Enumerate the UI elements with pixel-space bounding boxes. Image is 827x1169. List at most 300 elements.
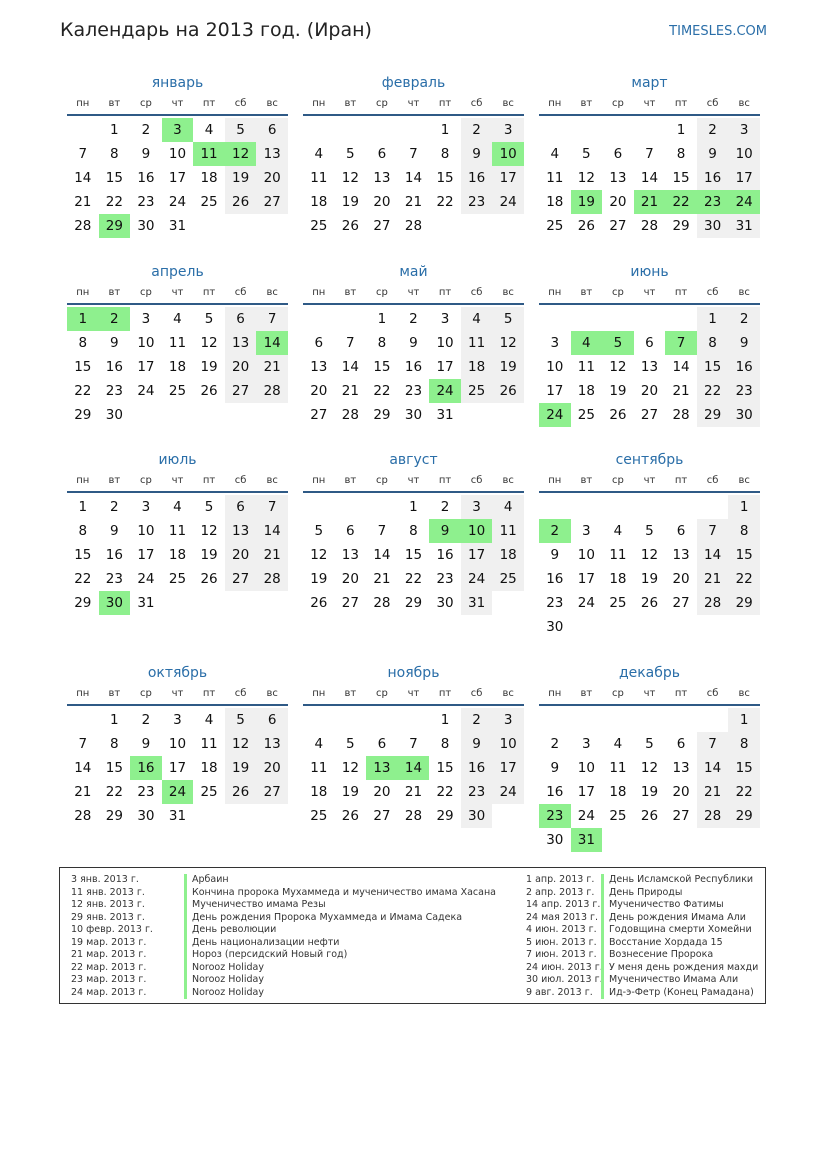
day-cell: 28 — [74, 218, 92, 234]
holiday-date: 3 янв. 2013 г. — [71, 874, 139, 885]
weekday-label: вт — [108, 475, 121, 486]
day-cell: 28 — [404, 218, 423, 234]
day-cell: 17 — [577, 784, 595, 800]
weekday-label: пн — [548, 688, 562, 699]
day-cell: 20 — [672, 784, 690, 800]
day-cell: 15 — [105, 170, 123, 186]
day-cell: 7 — [346, 335, 355, 351]
weekday-header — [539, 283, 760, 305]
day-cell: 2 — [409, 311, 418, 327]
weekday-header — [67, 283, 288, 305]
weekday-label: вс — [502, 688, 514, 699]
empty-cell — [634, 708, 666, 732]
empty-cell — [67, 118, 99, 142]
day-cell: 12 — [341, 170, 359, 186]
holiday-day-cell: 19 — [571, 190, 603, 214]
day-cell: 17 — [492, 166, 524, 190]
empty-cell — [366, 495, 398, 519]
day-cell: 21 — [404, 194, 423, 210]
day-cell: 25 — [310, 808, 328, 824]
day-cell: 24 — [137, 571, 155, 587]
day-cell: 23 — [404, 383, 423, 399]
weekday-label: ср — [611, 98, 624, 109]
empty-cell — [571, 307, 603, 331]
day-cell: 26 — [341, 218, 359, 234]
day-cell: 14 — [672, 359, 690, 375]
holiday-day-cell: 23 — [697, 190, 729, 214]
holiday-row — [526, 962, 758, 975]
holiday-row — [526, 987, 758, 1000]
day-cell: 16 — [105, 359, 123, 375]
holiday-day-cell: 10 — [492, 142, 524, 166]
day-cell: 12 — [200, 335, 218, 351]
day-cell: 14 — [256, 519, 288, 543]
weekday-label: вт — [580, 98, 593, 109]
day-cell: 27 — [256, 780, 288, 804]
day-cell: 29 — [105, 808, 123, 824]
day-cell: 5 — [346, 146, 355, 162]
day-cell: 7 — [409, 736, 418, 752]
holiday-day-cell: 24 — [728, 190, 760, 214]
day-cell: 25 — [461, 379, 493, 403]
day-cell: 14 — [697, 543, 729, 567]
holiday-list-right — [526, 874, 758, 999]
empty-cell — [539, 118, 571, 142]
holiday-date: 14 апр. 2013 г. — [526, 899, 601, 910]
holiday-day-cell: 16 — [130, 756, 162, 780]
day-cell: 19 — [310, 571, 328, 587]
day-cell: 26 — [640, 595, 659, 611]
day-cell: 14 — [341, 359, 359, 375]
holiday-row — [526, 899, 758, 912]
day-cell: 1 — [440, 122, 450, 138]
day-cell: 18 — [200, 760, 218, 776]
empty-cell — [335, 708, 367, 732]
day-cell: 19 — [200, 359, 218, 375]
weekday-label: вс — [738, 475, 750, 486]
day-cell: 18 — [310, 784, 328, 800]
weekday-header — [67, 94, 288, 116]
day-cell: 8 — [440, 146, 450, 162]
day-cell: 13 — [672, 547, 690, 563]
day-cell: 15 — [74, 547, 92, 563]
day-cell: 25 — [168, 571, 187, 587]
day-cell: 6 — [256, 118, 288, 142]
day-cell: 12 — [225, 732, 257, 756]
day-cell: 12 — [577, 170, 595, 186]
day-cell: 29 — [74, 595, 92, 611]
day-cell: 6 — [346, 523, 355, 539]
day-cell: 8 — [377, 335, 387, 351]
weekday-label: вт — [108, 98, 121, 109]
holiday-name: Norooz Holiday — [184, 962, 264, 975]
day-cell: 30 — [404, 407, 423, 423]
day-cell: 27 — [373, 808, 391, 824]
holiday-legend — [59, 867, 766, 1004]
day-grid — [539, 307, 760, 427]
empty-cell — [398, 708, 430, 732]
day-cell: 10 — [168, 146, 187, 162]
empty-cell — [539, 307, 571, 331]
day-cell: 21 — [341, 383, 359, 399]
day-cell: 9 — [110, 335, 119, 351]
holiday-day-cell: 24 — [539, 403, 571, 427]
weekday-label: ср — [139, 475, 152, 486]
day-cell: 16 — [137, 170, 155, 186]
day-cell: 17 — [168, 170, 187, 186]
day-cell: 27 — [310, 407, 328, 423]
day-cell: 18 — [200, 170, 218, 186]
holiday-row — [71, 962, 496, 975]
day-cell: 26 — [609, 407, 627, 423]
day-cell: 17 — [436, 359, 454, 375]
month-name: июнь — [630, 264, 669, 280]
day-cell: 7 — [697, 519, 729, 543]
day-cell: 15 — [697, 355, 729, 379]
day-cell: 3 — [461, 495, 493, 519]
holiday-date: 5 июн. 2013 г. — [526, 936, 597, 948]
holiday-row — [71, 912, 496, 925]
holiday-row — [526, 974, 758, 987]
empty-cell — [303, 495, 335, 519]
day-cell: 16 — [546, 571, 564, 587]
weekday-label: пн — [312, 475, 326, 486]
day-cell: 18 — [577, 383, 595, 399]
weekday-label: вт — [344, 287, 357, 298]
day-cell: 8 — [110, 736, 119, 752]
empty-cell — [539, 495, 571, 519]
day-cell: 19 — [640, 571, 659, 587]
day-cell: 30 — [697, 214, 729, 238]
day-cell: 25 — [609, 595, 627, 611]
day-cell: 4 — [173, 499, 182, 515]
empty-cell — [303, 708, 335, 732]
day-cell: 13 — [310, 359, 328, 375]
day-cell: 21 — [256, 355, 288, 379]
month-4 — [67, 261, 288, 427]
day-cell: 7 — [256, 307, 288, 331]
day-cell: 8 — [697, 331, 729, 355]
day-cell: 3 — [141, 311, 151, 327]
day-cell: 19 — [225, 756, 257, 780]
empty-cell — [571, 708, 603, 732]
day-cell: 22 — [74, 571, 92, 587]
day-cell: 7 — [377, 523, 387, 539]
day-cell: 11 — [492, 519, 524, 543]
weekday-label: пн — [312, 688, 326, 699]
holiday-day-cell: 22 — [665, 190, 697, 214]
day-cell: 14 — [697, 756, 729, 780]
empty-cell — [366, 708, 398, 732]
day-cell: 22 — [404, 571, 423, 587]
day-cell: 5 — [492, 307, 524, 331]
day-cell: 2 — [141, 712, 151, 728]
day-cell: 26 — [200, 571, 218, 587]
holiday-date: 29 янв. 2013 г. — [71, 911, 145, 923]
day-cell: 9 — [550, 760, 560, 776]
day-cell: 8 — [78, 335, 88, 351]
day-cell: 28 — [404, 808, 423, 824]
day-cell: 6 — [256, 708, 288, 732]
holiday-name: Арбаин — [184, 874, 229, 887]
day-cell: 20 — [373, 784, 391, 800]
day-cell: 10 — [492, 732, 524, 756]
weekday-label: вс — [738, 98, 750, 109]
holiday-date: 2 апр. 2013 г. — [526, 886, 595, 898]
holiday-date: 1 апр. 2013 г. — [526, 874, 595, 885]
day-cell: 23 — [461, 780, 493, 804]
day-cell: 6 — [377, 146, 387, 162]
day-cell: 20 — [609, 194, 627, 210]
day-cell: 15 — [436, 170, 454, 186]
holiday-name: У меня день рождения махди — [601, 962, 758, 975]
month-name: май — [399, 264, 428, 280]
holiday-name: Вознесение Пророка — [601, 949, 713, 962]
month-9 — [539, 449, 760, 639]
day-cell: 30 — [137, 808, 155, 824]
weekday-label: вт — [108, 287, 121, 298]
day-cell: 15 — [728, 756, 760, 780]
day-cell: 9 — [728, 331, 760, 355]
weekday-label: пт — [438, 98, 452, 109]
day-cell: 16 — [105, 547, 123, 563]
month-2 — [303, 72, 524, 238]
day-cell: 10 — [728, 142, 760, 166]
day-cell: 2 — [440, 499, 450, 515]
day-cell: 21 — [404, 784, 423, 800]
day-grid — [67, 118, 288, 238]
holiday-name: Годовщина смерти Хомейни — [601, 924, 752, 937]
day-cell: 9 — [110, 523, 119, 539]
day-cell: 3 — [141, 499, 151, 515]
day-cell: 5 — [645, 736, 654, 752]
day-cell: 30 — [546, 832, 564, 848]
day-cell: 10 — [137, 523, 155, 539]
weekday-label: ср — [375, 287, 388, 298]
day-cell: 15 — [404, 547, 423, 563]
weekday-label: чт — [407, 688, 420, 699]
weekday-header — [539, 94, 760, 116]
day-cell: 1 — [676, 122, 686, 138]
weekday-label: пт — [202, 688, 216, 699]
day-cell: 25 — [577, 407, 595, 423]
weekday-label: сб — [234, 475, 247, 486]
day-cell: 9 — [141, 736, 151, 752]
holiday-row — [526, 912, 758, 925]
day-cell: 12 — [640, 760, 659, 776]
day-cell: 6 — [645, 335, 654, 351]
day-cell: 19 — [225, 166, 257, 190]
holiday-name: День национализации нефти — [184, 937, 339, 950]
month-6 — [539, 261, 760, 427]
month-name: январь — [151, 75, 204, 91]
empty-cell — [571, 495, 603, 519]
holiday-name: День Природы — [601, 887, 682, 900]
day-cell: 27 — [225, 379, 257, 403]
holiday-day-cell: 5 — [602, 331, 634, 355]
day-cell: 13 — [672, 760, 690, 776]
day-cell: 27 — [373, 218, 391, 234]
day-cell: 14 — [74, 760, 92, 776]
day-cell: 11 — [310, 760, 328, 776]
empty-cell — [335, 307, 367, 331]
day-grid — [539, 495, 760, 639]
day-cell: 20 — [256, 756, 288, 780]
weekday-label: чт — [171, 98, 184, 109]
weekday-header — [303, 94, 524, 116]
holiday-day-cell: 2 — [99, 307, 131, 331]
day-cell: 28 — [640, 218, 659, 234]
day-cell: 4 — [613, 523, 623, 539]
day-cell: 21 — [672, 383, 690, 399]
day-cell: 1 — [728, 708, 760, 732]
day-cell: 11 — [200, 736, 218, 752]
day-grid — [303, 708, 524, 828]
day-cell: 8 — [728, 732, 760, 756]
empty-cell — [398, 118, 430, 142]
weekday-label: ср — [139, 287, 152, 298]
weekday-label: сб — [234, 688, 247, 699]
day-cell: 4 — [461, 307, 493, 331]
day-cell: 9 — [550, 547, 560, 563]
weekday-label: вс — [266, 688, 278, 699]
weekday-label: пт — [438, 688, 452, 699]
day-cell: 4 — [550, 146, 560, 162]
holiday-name: День революции — [184, 924, 276, 937]
day-cell: 26 — [310, 595, 328, 611]
day-cell: 7 — [78, 736, 88, 752]
day-cell: 31 — [137, 595, 155, 611]
weekday-label: сб — [234, 287, 247, 298]
day-cell: 12 — [341, 760, 359, 776]
day-cell: 31 — [168, 808, 187, 824]
weekday-label: чт — [643, 98, 656, 109]
day-cell: 27 — [225, 567, 257, 591]
day-cell: 3 — [582, 523, 591, 539]
day-cell: 18 — [168, 547, 187, 563]
day-cell: 7 — [409, 146, 418, 162]
month-10 — [67, 662, 288, 828]
day-grid — [67, 708, 288, 828]
weekday-label: чт — [171, 688, 184, 699]
day-cell: 17 — [728, 166, 760, 190]
empty-cell — [366, 118, 398, 142]
day-cell: 19 — [609, 383, 627, 399]
day-cell: 6 — [613, 146, 623, 162]
month-name: август — [389, 452, 438, 468]
day-cell: 24 — [492, 780, 524, 804]
day-cell: 28 — [74, 808, 92, 824]
day-cell: 16 — [436, 547, 454, 563]
weekday-label: пт — [438, 287, 452, 298]
day-cell: 18 — [168, 359, 187, 375]
day-cell: 8 — [676, 146, 686, 162]
day-cell: 16 — [404, 359, 423, 375]
weekday-header — [67, 471, 288, 493]
weekday-label: пт — [202, 287, 216, 298]
empty-cell — [335, 495, 367, 519]
holiday-date: 4 июн. 2013 г. — [526, 924, 597, 935]
day-cell: 5 — [204, 311, 214, 327]
weekday-label: вс — [502, 475, 514, 486]
weekday-label: вс — [266, 287, 278, 298]
holiday-day-cell: 14 — [398, 756, 430, 780]
day-cell: 30 — [546, 619, 564, 635]
day-cell: 12 — [640, 547, 659, 563]
weekday-label: пн — [76, 287, 90, 298]
day-cell: 30 — [137, 218, 155, 234]
day-cell: 16 — [461, 166, 493, 190]
day-cell: 7 — [78, 146, 88, 162]
weekday-label: вт — [344, 98, 357, 109]
empty-cell — [571, 118, 603, 142]
day-cell: 21 — [74, 194, 92, 210]
day-cell: 12 — [609, 359, 627, 375]
day-cell: 11 — [609, 547, 627, 563]
holiday-name: День рождения Пророка Мухаммеда и Имама Садека — [184, 912, 462, 925]
holiday-date: 21 мар. 2013 г. — [71, 949, 147, 960]
holiday-date: 11 янв. 2013 г. — [71, 886, 145, 898]
day-cell: 15 — [373, 359, 391, 375]
site-link[interactable]: TIMESLES.COM — [669, 24, 767, 39]
day-cell: 29 — [74, 407, 92, 423]
day-cell: 8 — [110, 146, 119, 162]
day-cell: 17 — [546, 383, 564, 399]
day-cell: 9 — [697, 142, 729, 166]
day-cell: 12 — [310, 547, 328, 563]
day-cell: 19 — [492, 355, 524, 379]
day-cell: 20 — [256, 166, 288, 190]
holiday-row — [526, 874, 758, 887]
weekday-label: вс — [502, 287, 514, 298]
day-cell: 19 — [200, 547, 218, 563]
day-cell: 19 — [640, 784, 659, 800]
day-cell: 20 — [225, 355, 257, 379]
day-cell: 24 — [461, 567, 493, 591]
day-cell: 8 — [78, 523, 88, 539]
weekday-label: вс — [502, 98, 514, 109]
day-cell: 13 — [225, 519, 257, 543]
holiday-name: День рождения Имама Али — [601, 912, 746, 925]
day-cell: 27 — [640, 407, 659, 423]
empty-cell — [665, 708, 697, 732]
holiday-date: 24 мая 2013 г. — [526, 911, 599, 923]
month-name: март — [631, 75, 668, 91]
day-cell: 23 — [105, 383, 123, 399]
day-grid — [539, 118, 760, 238]
weekday-header — [303, 684, 524, 706]
day-cell: 12 — [200, 523, 218, 539]
day-cell: 27 — [341, 595, 359, 611]
day-cell: 26 — [341, 808, 359, 824]
day-cell: 31 — [728, 214, 760, 238]
day-cell: 24 — [492, 190, 524, 214]
weekday-label: пн — [312, 287, 326, 298]
day-cell: 1 — [78, 499, 88, 515]
holiday-name: Norooz Holiday — [184, 974, 264, 987]
day-cell: 7 — [645, 146, 654, 162]
holiday-date: 7 июн. 2013 г. — [526, 949, 597, 960]
day-cell: 6 — [225, 307, 257, 331]
holiday-day-cell: 23 — [539, 804, 571, 828]
day-cell: 27 — [672, 808, 690, 824]
weekday-label: пн — [548, 475, 562, 486]
weekday-label: вт — [344, 688, 357, 699]
holiday-date: 9 авг. 2013 г. — [526, 986, 593, 998]
weekday-label: ср — [611, 287, 624, 298]
holiday-row — [526, 887, 758, 900]
day-cell: 14 — [640, 170, 659, 186]
